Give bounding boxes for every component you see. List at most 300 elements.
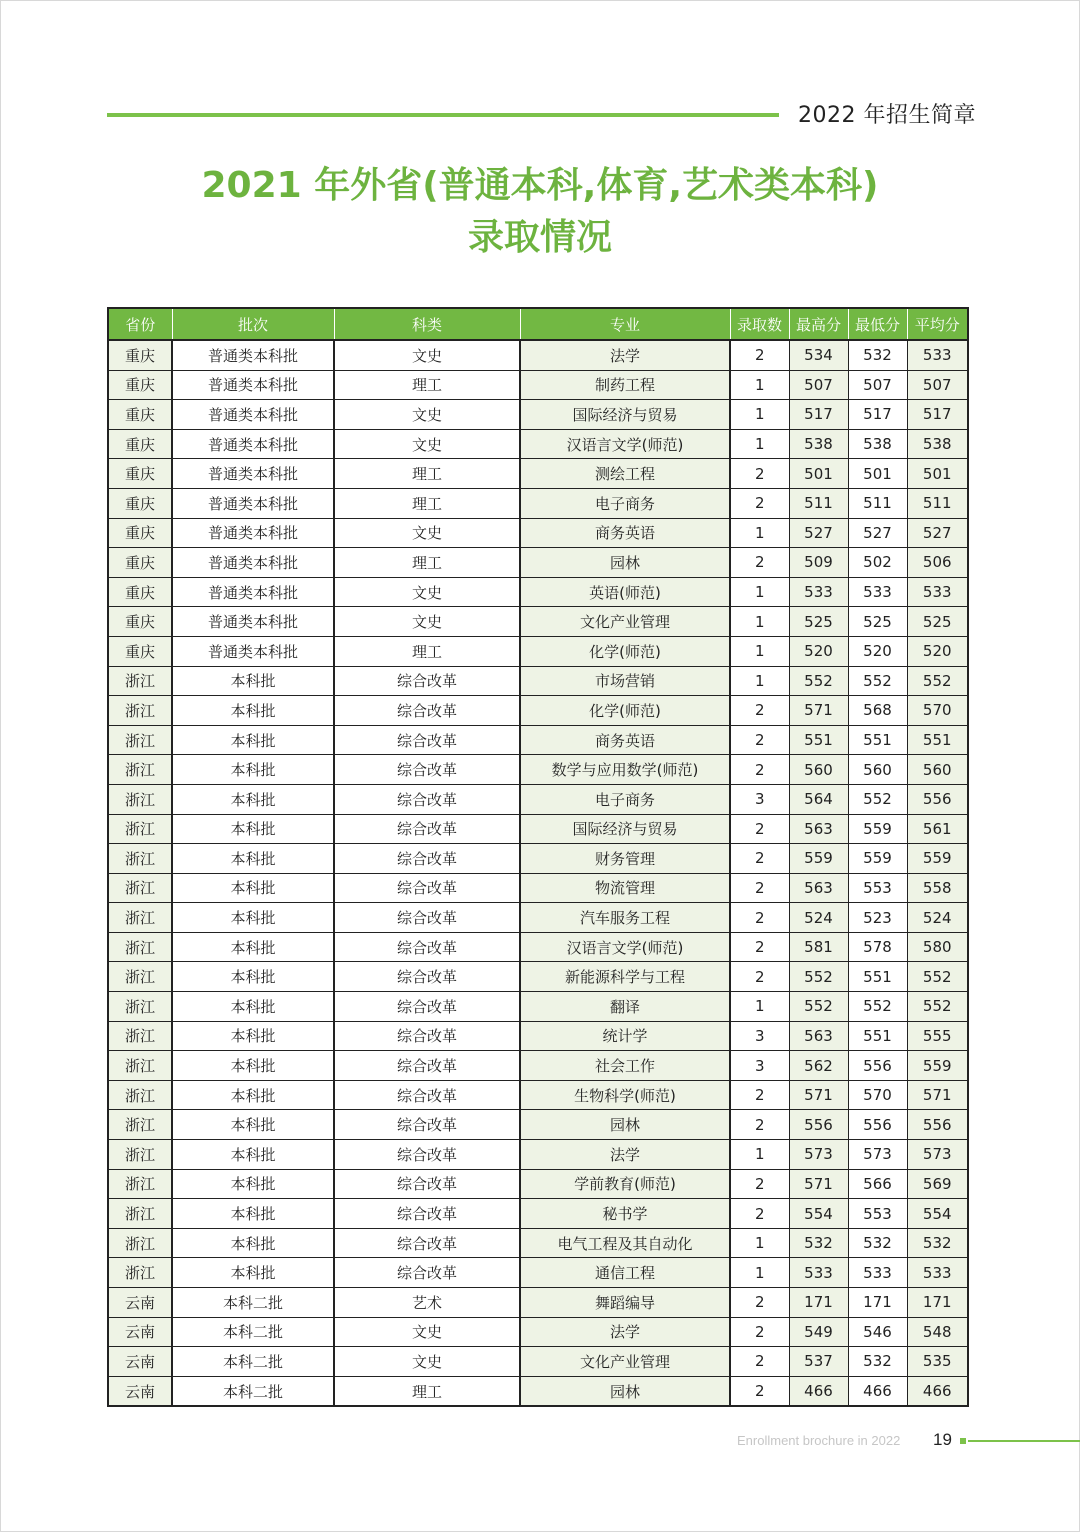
cell-max-score: 573 (789, 1140, 848, 1170)
cell-min-score: 533 (848, 577, 907, 607)
cell-category: 综合改革 (334, 932, 520, 962)
cell-batch: 本科批 (172, 1110, 334, 1140)
cell-min-score: 551 (848, 725, 907, 755)
cell-avg-score: 527 (907, 518, 968, 548)
cell-batch: 本科批 (172, 992, 334, 1022)
cell-province: 云南 (108, 1347, 172, 1377)
cell-max-score: 534 (789, 340, 848, 370)
cell-major: 园林 (520, 1376, 730, 1406)
cell-batch: 本科批 (172, 1140, 334, 1170)
table-row (108, 1258, 968, 1288)
cell-admitted: 2 (730, 1199, 789, 1229)
cell-avg-score: 506 (907, 548, 968, 578)
cell-admitted: 1 (730, 400, 789, 430)
cell-admitted: 3 (730, 1021, 789, 1051)
cell-batch: 本科批 (172, 1051, 334, 1081)
cell-batch: 本科批 (172, 1169, 334, 1199)
cell-major: 电子商务 (520, 488, 730, 518)
cell-avg-score: 554 (907, 1199, 968, 1229)
cell-category: 综合改革 (334, 725, 520, 755)
cell-major: 数学与应用数学(师范) (520, 755, 730, 785)
cell-category: 综合改革 (334, 844, 520, 874)
cell-province: 云南 (108, 1317, 172, 1347)
cell-avg-score: 533 (907, 577, 968, 607)
cell-province: 重庆 (108, 607, 172, 637)
table-row (108, 696, 968, 726)
cell-batch: 本科二批 (172, 1317, 334, 1347)
cell-avg-score: 556 (907, 1110, 968, 1140)
cell-admitted: 3 (730, 1051, 789, 1081)
page-title (0, 160, 1080, 264)
footer-text: Enrollment brochure in 2022 (737, 1433, 901, 1448)
cell-category: 综合改革 (334, 1169, 520, 1199)
cell-avg-score: 511 (907, 488, 968, 518)
column-header-category: 科类 (334, 308, 520, 340)
cell-category: 文史 (334, 607, 520, 637)
table-row (108, 636, 968, 666)
cell-major: 法学 (520, 340, 730, 370)
cell-category: 艺术 (334, 1288, 520, 1318)
cell-province: 重庆 (108, 577, 172, 607)
cell-admitted: 1 (730, 1258, 789, 1288)
header-rule (107, 113, 779, 117)
cell-category: 文史 (334, 518, 520, 548)
cell-batch: 普通类本科批 (172, 340, 334, 370)
cell-avg-score: 559 (907, 1051, 968, 1081)
cell-max-score: 524 (789, 903, 848, 933)
cell-max-score: 556 (789, 1110, 848, 1140)
table-body (108, 340, 968, 1406)
cell-avg-score: 517 (907, 400, 968, 430)
cell-avg-score: 561 (907, 814, 968, 844)
cell-batch: 普通类本科批 (172, 459, 334, 489)
table-row (108, 607, 968, 637)
table-row (108, 1376, 968, 1406)
cell-admitted: 2 (730, 548, 789, 578)
cell-major: 商务英语 (520, 725, 730, 755)
cell-min-score: 551 (848, 962, 907, 992)
cell-min-score: 525 (848, 607, 907, 637)
cell-admitted: 1 (730, 992, 789, 1022)
cell-major: 物流管理 (520, 873, 730, 903)
table-row (108, 755, 968, 785)
cell-max-score: 533 (789, 577, 848, 607)
cell-province: 浙江 (108, 1110, 172, 1140)
cell-major: 财务管理 (520, 844, 730, 874)
cell-admitted: 1 (730, 1228, 789, 1258)
cell-min-score: 523 (848, 903, 907, 933)
cell-admitted: 2 (730, 459, 789, 489)
cell-max-score: 537 (789, 1347, 848, 1377)
cell-max-score: 507 (789, 370, 848, 400)
cell-admitted: 1 (730, 1140, 789, 1170)
cell-major: 新能源科学与工程 (520, 962, 730, 992)
cell-major: 汉语言文学(师范) (520, 932, 730, 962)
cell-major: 电子商务 (520, 784, 730, 814)
cell-avg-score: 569 (907, 1169, 968, 1199)
cell-batch: 本科批 (172, 932, 334, 962)
cell-province: 重庆 (108, 370, 172, 400)
cell-province: 浙江 (108, 1021, 172, 1051)
cell-max-score: 520 (789, 636, 848, 666)
cell-major: 化学(师范) (520, 636, 730, 666)
cell-admitted: 1 (730, 666, 789, 696)
cell-province: 浙江 (108, 962, 172, 992)
cell-admitted: 1 (730, 607, 789, 637)
cell-max-score: 517 (789, 400, 848, 430)
cell-province: 重庆 (108, 488, 172, 518)
cell-province: 浙江 (108, 932, 172, 962)
table-row (108, 666, 968, 696)
table-row (108, 577, 968, 607)
cell-admitted: 2 (730, 488, 789, 518)
cell-admitted: 2 (730, 844, 789, 874)
column-header-province: 省份 (108, 308, 172, 340)
cell-batch: 普通类本科批 (172, 607, 334, 637)
cell-province: 浙江 (108, 1169, 172, 1199)
cell-min-score: 556 (848, 1110, 907, 1140)
footer-dot (960, 1438, 966, 1444)
cell-min-score: 520 (848, 636, 907, 666)
cell-admitted: 2 (730, 696, 789, 726)
cell-category: 综合改革 (334, 755, 520, 785)
cell-avg-score: 524 (907, 903, 968, 933)
cell-admitted: 2 (730, 1288, 789, 1318)
cell-province: 重庆 (108, 548, 172, 578)
cell-max-score: 554 (789, 1199, 848, 1229)
cell-category: 综合改革 (334, 1051, 520, 1081)
cell-category: 综合改革 (334, 814, 520, 844)
table-row (108, 725, 968, 755)
cell-min-score: 511 (848, 488, 907, 518)
cell-major: 统计学 (520, 1021, 730, 1051)
table-row (108, 1347, 968, 1377)
table-row (108, 370, 968, 400)
cell-admitted: 1 (730, 518, 789, 548)
cell-major: 汉语言文学(师范) (520, 429, 730, 459)
cell-category: 综合改革 (334, 1258, 520, 1288)
footer-rule (968, 1440, 1080, 1442)
cell-category: 综合改革 (334, 962, 520, 992)
table-row (108, 1169, 968, 1199)
cell-min-score: 502 (848, 548, 907, 578)
cell-province: 浙江 (108, 903, 172, 933)
cell-max-score: 560 (789, 755, 848, 785)
cell-max-score: 171 (789, 1288, 848, 1318)
cell-batch: 本科批 (172, 1228, 334, 1258)
cell-province: 浙江 (108, 1080, 172, 1110)
cell-batch: 本科批 (172, 844, 334, 874)
cell-major: 法学 (520, 1140, 730, 1170)
cell-batch: 普通类本科批 (172, 577, 334, 607)
column-header-avg-score: 平均分 (907, 308, 968, 340)
cell-major: 舞蹈编导 (520, 1288, 730, 1318)
cell-category: 综合改革 (334, 696, 520, 726)
cell-avg-score: 570 (907, 696, 968, 726)
cell-avg-score: 533 (907, 1258, 968, 1288)
cell-major: 英语(师范) (520, 577, 730, 607)
cell-category: 综合改革 (334, 903, 520, 933)
table-row (108, 1051, 968, 1081)
cell-category: 综合改革 (334, 992, 520, 1022)
cell-batch: 本科批 (172, 696, 334, 726)
cell-avg-score: 535 (907, 1347, 968, 1377)
cell-province: 浙江 (108, 1051, 172, 1081)
table-row (108, 1021, 968, 1051)
cell-min-score: 517 (848, 400, 907, 430)
cell-min-score: 538 (848, 429, 907, 459)
cell-batch: 本科批 (172, 814, 334, 844)
cell-admitted: 1 (730, 429, 789, 459)
cell-batch: 本科批 (172, 873, 334, 903)
table-row (108, 548, 968, 578)
table-row (108, 400, 968, 430)
cell-category: 理工 (334, 636, 520, 666)
cell-province: 浙江 (108, 844, 172, 874)
cell-avg-score: 525 (907, 607, 968, 637)
cell-category: 综合改革 (334, 1199, 520, 1229)
cell-province: 浙江 (108, 666, 172, 696)
cell-min-score: 532 (848, 1228, 907, 1258)
cell-avg-score: 538 (907, 429, 968, 459)
cell-category: 综合改革 (334, 1110, 520, 1140)
cell-min-score: 559 (848, 814, 907, 844)
cell-min-score: 559 (848, 844, 907, 874)
cell-admitted: 1 (730, 370, 789, 400)
column-header-admitted: 录取数 (730, 308, 789, 340)
cell-max-score: 525 (789, 607, 848, 637)
header-title: 2022 年招生简章 (798, 103, 976, 128)
cell-admitted: 2 (730, 340, 789, 370)
cell-category: 理工 (334, 548, 520, 578)
page-number: 19 (933, 1430, 952, 1449)
cell-batch: 本科二批 (172, 1288, 334, 1318)
cell-admitted: 1 (730, 636, 789, 666)
cell-batch: 本科批 (172, 1199, 334, 1229)
cell-max-score: 501 (789, 459, 848, 489)
cell-max-score: 562 (789, 1051, 848, 1081)
cell-max-score: 559 (789, 844, 848, 874)
cell-province: 云南 (108, 1288, 172, 1318)
cell-admitted: 2 (730, 814, 789, 844)
cell-batch: 普通类本科批 (172, 370, 334, 400)
table-row (108, 429, 968, 459)
cell-category: 文史 (334, 577, 520, 607)
cell-admitted: 2 (730, 873, 789, 903)
cell-max-score: 552 (789, 962, 848, 992)
cell-category: 理工 (334, 488, 520, 518)
cell-min-score: 573 (848, 1140, 907, 1170)
cell-min-score: 532 (848, 340, 907, 370)
cell-province: 浙江 (108, 1258, 172, 1288)
cell-max-score: 571 (789, 1080, 848, 1110)
cell-major: 翻译 (520, 992, 730, 1022)
cell-avg-score: 556 (907, 784, 968, 814)
cell-category: 综合改革 (334, 1228, 520, 1258)
cell-major: 市场营销 (520, 666, 730, 696)
cell-category: 理工 (334, 459, 520, 489)
cell-min-score: 171 (848, 1288, 907, 1318)
cell-batch: 本科批 (172, 1080, 334, 1110)
cell-admitted: 2 (730, 962, 789, 992)
cell-major: 国际经济与贸易 (520, 814, 730, 844)
cell-major: 社会工作 (520, 1051, 730, 1081)
cell-admitted: 1 (730, 577, 789, 607)
cell-avg-score: 573 (907, 1140, 968, 1170)
cell-min-score: 466 (848, 1376, 907, 1406)
cell-min-score: 570 (848, 1080, 907, 1110)
cell-admitted: 2 (730, 1169, 789, 1199)
column-header-major: 专业 (520, 308, 730, 340)
cell-max-score: 551 (789, 725, 848, 755)
cell-major: 秘书学 (520, 1199, 730, 1229)
cell-min-score: 556 (848, 1051, 907, 1081)
table-row (108, 488, 968, 518)
cell-min-score: 501 (848, 459, 907, 489)
cell-max-score: 549 (789, 1317, 848, 1347)
table-row (108, 962, 968, 992)
cell-category: 理工 (334, 370, 520, 400)
cell-major: 法学 (520, 1317, 730, 1347)
cell-avg-score: 466 (907, 1376, 968, 1406)
cell-major: 国际经济与贸易 (520, 400, 730, 430)
cell-max-score: 571 (789, 1169, 848, 1199)
cell-province: 重庆 (108, 340, 172, 370)
cell-min-score: 553 (848, 1199, 907, 1229)
cell-province: 重庆 (108, 636, 172, 666)
table-row (108, 844, 968, 874)
cell-avg-score: 559 (907, 844, 968, 874)
cell-max-score: 563 (789, 1021, 848, 1051)
cell-province: 浙江 (108, 873, 172, 903)
table-row (108, 903, 968, 933)
cell-batch: 本科二批 (172, 1376, 334, 1406)
cell-province: 浙江 (108, 814, 172, 844)
table-row (108, 1140, 968, 1170)
cell-min-score: 507 (848, 370, 907, 400)
column-header-batch: 批次 (172, 308, 334, 340)
cell-min-score: 546 (848, 1317, 907, 1347)
cell-major: 生物科学(师范) (520, 1080, 730, 1110)
table-row (108, 459, 968, 489)
cell-batch: 普通类本科批 (172, 488, 334, 518)
cell-avg-score: 552 (907, 962, 968, 992)
cell-min-score: 568 (848, 696, 907, 726)
cell-batch: 本科批 (172, 725, 334, 755)
cell-major: 电气工程及其自动化 (520, 1228, 730, 1258)
cell-min-score: 552 (848, 666, 907, 696)
cell-batch: 本科二批 (172, 1347, 334, 1377)
cell-batch: 本科批 (172, 903, 334, 933)
cell-category: 文史 (334, 429, 520, 459)
cell-batch: 本科批 (172, 666, 334, 696)
cell-max-score: 511 (789, 488, 848, 518)
table-row (108, 992, 968, 1022)
cell-category: 综合改革 (334, 784, 520, 814)
table-row (108, 1199, 968, 1229)
cell-min-score: 560 (848, 755, 907, 785)
cell-category: 综合改革 (334, 873, 520, 903)
cell-admitted: 2 (730, 755, 789, 785)
table-row (108, 340, 968, 370)
cell-category: 文史 (334, 340, 520, 370)
page-title-line1: 2021 年外省(普通本科,体育,艺术类本科) (201, 165, 879, 206)
cell-max-score: 564 (789, 784, 848, 814)
cell-category: 综合改革 (334, 1080, 520, 1110)
cell-major: 化学(师范) (520, 696, 730, 726)
cell-avg-score: 548 (907, 1317, 968, 1347)
cell-major: 通信工程 (520, 1258, 730, 1288)
cell-province: 重庆 (108, 518, 172, 548)
cell-admitted: 2 (730, 1376, 789, 1406)
cell-admitted: 2 (730, 1080, 789, 1110)
table-row (108, 873, 968, 903)
cell-avg-score: 171 (907, 1288, 968, 1318)
cell-avg-score: 552 (907, 666, 968, 696)
cell-min-score: 566 (848, 1169, 907, 1199)
cell-batch: 普通类本科批 (172, 429, 334, 459)
cell-category: 综合改革 (334, 1021, 520, 1051)
cell-admitted: 3 (730, 784, 789, 814)
cell-min-score: 552 (848, 992, 907, 1022)
cell-province: 浙江 (108, 784, 172, 814)
cell-batch: 本科批 (172, 755, 334, 785)
cell-major: 制药工程 (520, 370, 730, 400)
column-header-min-score: 最低分 (848, 308, 907, 340)
cell-min-score: 552 (848, 784, 907, 814)
cell-avg-score: 558 (907, 873, 968, 903)
cell-max-score: 532 (789, 1228, 848, 1258)
cell-min-score: 532 (848, 1347, 907, 1377)
cell-avg-score: 551 (907, 725, 968, 755)
cell-batch: 本科批 (172, 784, 334, 814)
table-header-row (108, 308, 968, 340)
table-row (108, 518, 968, 548)
cell-province: 云南 (108, 1376, 172, 1406)
cell-major: 汽车服务工程 (520, 903, 730, 933)
cell-province: 浙江 (108, 992, 172, 1022)
page-title-line2: 录取情况 (467, 217, 612, 258)
cell-admitted: 2 (730, 903, 789, 933)
cell-province: 浙江 (108, 1199, 172, 1229)
cell-province: 重庆 (108, 400, 172, 430)
cell-major: 文化产业管理 (520, 607, 730, 637)
table-row (108, 784, 968, 814)
cell-min-score: 551 (848, 1021, 907, 1051)
cell-batch: 普通类本科批 (172, 400, 334, 430)
cell-max-score: 571 (789, 696, 848, 726)
cell-category: 文史 (334, 400, 520, 430)
cell-batch: 本科批 (172, 962, 334, 992)
cell-min-score: 553 (848, 873, 907, 903)
cell-admitted: 2 (730, 932, 789, 962)
cell-province: 浙江 (108, 696, 172, 726)
cell-min-score: 527 (848, 518, 907, 548)
cell-category: 理工 (334, 1376, 520, 1406)
cell-max-score: 552 (789, 666, 848, 696)
cell-avg-score: 501 (907, 459, 968, 489)
cell-major: 测绘工程 (520, 459, 730, 489)
cell-province: 浙江 (108, 725, 172, 755)
cell-min-score: 533 (848, 1258, 907, 1288)
cell-min-score: 578 (848, 932, 907, 962)
cell-max-score: 527 (789, 518, 848, 548)
cell-province: 重庆 (108, 459, 172, 489)
column-header-max-score: 最高分 (789, 308, 848, 340)
cell-avg-score: 580 (907, 932, 968, 962)
cell-max-score: 509 (789, 548, 848, 578)
admission-table (107, 307, 969, 1407)
